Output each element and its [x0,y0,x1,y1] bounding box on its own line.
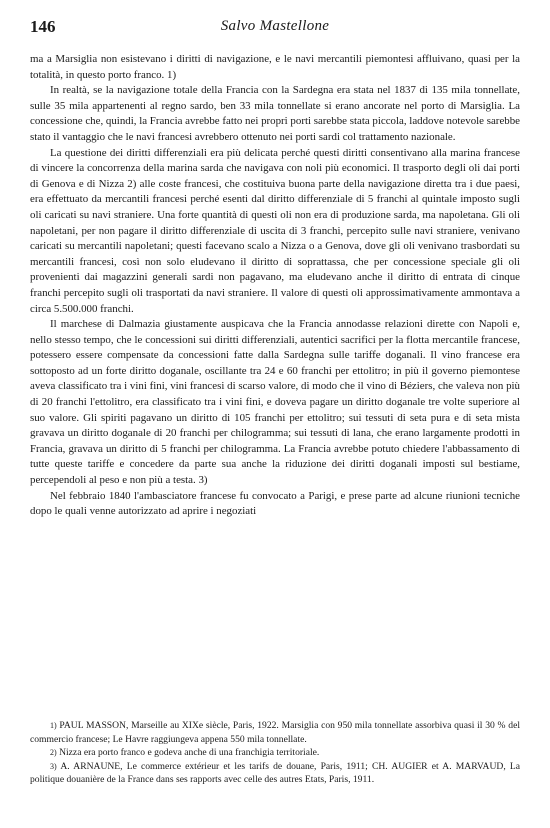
footnote-number: 1) [50,721,57,730]
footnote-text: A. ARNAUNE, Le commerce extérieur et les tarifs de douane, Paris, 1911; CH. AUGIER et A. MARVAUD, La politique douanière de la France dans ses rapports avec celle des autres Etats, Paris, 1911. [30,760,521,786]
page-number: 146 [30,17,56,36]
page-header [30,17,520,39]
running-head: Salvo Mastellone [220,18,330,34]
paragraph: La questione dei diritti differenziali era più delicata perché questi diritti consentivano alla marina francese di vincere la concorrenza della marina sarda che navigava con noli più economici. Il trasporto degli oli dai porti di Genova e di Nizza 2) alle coste francesi, che costituiva buona parte della navigazione diretta tra i due paesi, era effettuato da mercantili francesi perché esenti dal diritto differenziale di 5 franchi al quintale imposto sugli oli caricati su navi straniere. Una forte quantità di questi oli non era di produzione sarda, ma napoletana. Gli oli napoletani, per non pagare il diritto differenziale di uscita di 3 franchi, percepito sulle navi straniere, venivano caricati su mercantili napoletani; questi facevano scalo a Nizza o a Genova, dove gli oli venivano trasbordati su mercantili francesi, così non solo eludevano il diritto di soprattassa, che per concessione speciale gli oli provenienti dai magazzini generali sardi non pagavano, ma eludevano anche il diritto di entrata di cinque franchi percepito sugli oli trasportati da navi straniere. Il valore di questi oli approssimativamente ammontava a circa 5.500.000 franchi. [30,146,520,315]
paragraph: ma a Marsiglia non esistevano i diritti di navigazione, e le navi mercantili piemontesi affluivano, quasi per la totalità, in questo porto franco. 1) [30,53,520,81]
footnote [30,719,520,746]
footnotes [30,719,520,787]
footnote-text: PAUL MASSON, Marseille au XIXe siècle, Paris, 1922. Marsiglia con 950 mila tonnellate assorbiva quasi il 30 % del commercio francese; Le Havre raggiungeva appena 550 mila tonnellate. [30,720,520,745]
footnote-number: 2) [50,748,57,758]
paragraph: In realtà, se la navigazione totale della Francia con la Sardegna era stata nel 1837 di 135 mila tonnellate, sulle 35 mila appartenenti al regno sardo, ben 33 mila tonnellate si erano ancorate nel porto di Marsiglia. La concessione che, quindi, la Francia avrebbe fatto nei propri porti sarebbe stata piccola, laddove notevole sarebbe stato il vantaggio che le navi francesi avrebbero ottenuto nei porti sardi col trattamento nazionale. [30,84,520,143]
footnote-text: Nizza era porto franco e godeva anche di una franchigia territoriale. [59,747,320,759]
footnote-number: 3) [50,761,57,771]
paragraph: Nel febbraio 1840 l'ambasciatore francese fu convocato a Parigi, e prese parte ad alcune riunioni tecniche dopo le quali venne autorizzato ad aprire i negoziati [30,489,520,518]
body-text [30,52,520,520]
footnote [30,746,520,760]
paragraph: Il marchese di Dalmazia giustamente auspicava che la Francia annodasse relazioni dirette con Napoli e, nello stesso tempo, che le concessioni sui diritti differenziali, autentici sacrifici per la flotta mercantile francese, potessero essere compensate da concessioni fatte dalla Sardegna sulle tariffe doganali. Il vino francese era sottoposto ad un forte diritto doganale, oscillante tra 24 e 60 franchi per ettolitro; in più il governo piemontese aveva classificato tra i vini fini, vini francesi di scarso valore, di modo che il vino di Béziers, che valeva non più di 20 franchi l'ettolitro, era classificato tra i vini fini, e doveva pagare un diritto doganale tre volte superiore al suo valore. Gli spiriti pagavano un diritto di 105 franchi per ettolitro; sui tessuti di seta pura e di seta mista gravava un diritto doganale di 20 franchi per chilogramma; sui tessuti di lana, che erano largamente prodotti in Francia, gravava un diritto di 5 franchi per chilogramma. La Francia avrebbe potuto chiedere l'abbassamento di tutte queste tariffe e concedere da parte sua anche la riduzione dei diritti doganali imposti sul bestiame, percependoli al peso e non più a testa. 3) [30,318,520,487]
footnote [30,760,520,787]
